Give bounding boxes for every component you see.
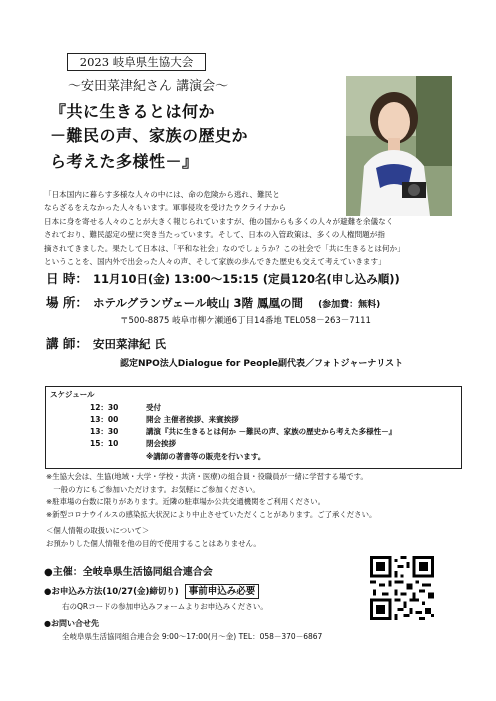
privacy-heading: ＜個人情報の取扱いについて＞ [46, 526, 150, 536]
intro-line: ならざるをえなかった人々もいます。軍事侵攻を受けたウクライナから [44, 203, 287, 213]
schedule-time: 13：30 [90, 427, 119, 436]
date-row [46, 268, 400, 287]
schedule-text: 開会 主催者挨拶、来賓挨拶 [146, 415, 239, 424]
schedule-time: 15：10 [90, 439, 119, 448]
schedule-time: 12：30 [90, 403, 119, 412]
place-value: ホテルグランヴェール岐山 3階 鳳凰の間 [92, 296, 303, 310]
intro-line: 日本に身を寄せる人々のことが大きく報じられていますが、他の国からも多くの人々が避難を余儀なく [44, 216, 394, 226]
event-subtitle: ～安田菜津紀さん 講演会～ [68, 79, 229, 94]
schedule-heading: スケジュール [50, 390, 95, 399]
schedule-box [45, 386, 462, 469]
speaker-name: 安田菜津紀 氏 [92, 337, 166, 351]
note-line: 一般の方にもご参加いただけます。お気軽にご参加ください。 [46, 484, 260, 494]
date-label: 日 時： [46, 271, 88, 286]
notes [46, 471, 466, 551]
schedule-text: 講演『共に生きるとは何か －難民の声、家族の歴史から考えた多様性－』 [146, 427, 397, 436]
qr-code[interactable] [370, 556, 434, 620]
contact-heading: ●お問い合せ先 [44, 619, 99, 628]
schedule-text: 閉会挨拶 [146, 439, 176, 448]
speaker-row [46, 333, 166, 352]
intro-line: されており、難民認定の壁に突き当たっています。そして、日本の入管政策は、多くの人権問題が指 [44, 230, 385, 240]
fee: (参加費：無料) [318, 300, 381, 310]
apply-row [44, 583, 259, 597]
place-row [46, 292, 380, 311]
intro-line: 摘されてきました。果たして日本は、「平和な社会」なのでしょうか？この社会で「共に生きるとは何か」 [44, 243, 405, 253]
event-series-box [67, 53, 206, 71]
address: 〒500-8875 岐阜市柳ケ瀬通6丁目14番地 TEL058－263－7111 [120, 316, 371, 326]
speaker-title: 認定NPO法人Dialogue for People副代表／フォトジャーナリスト [120, 359, 404, 369]
schedule-time: 13：00 [90, 415, 119, 424]
intro-line: 「日本国内に暮らす多様な人々の中には、命の危険から逃れ、難民と [44, 190, 280, 199]
note-line: ※駐車場の台数に限りがあります。近隣の駐車場か公共交通機関をご利用ください。 [46, 497, 326, 507]
schedule-note: ※講師の著書等の販売を行います。 [146, 452, 266, 461]
intro-text [44, 188, 456, 268]
apply-method: ●お申込み方法(10/27(金)締切り) [44, 587, 179, 597]
note-line: ※生協大会は、生協(地域・大学・学校・共済・医療)の組合員・役職員が一緒に学習する場です。 [46, 472, 368, 481]
organizer: ●主催：全岐阜県生活協同組合連合会 [44, 567, 213, 578]
apply-text: 右のQRコードの参加申込みフォームよりお申込みください。 [62, 602, 268, 611]
event-series: 2023 岐阜県生協大会 [79, 55, 194, 69]
note-line: ※新型コロナウイルスの感染拡大状況により中止させていただくことがあります。ご了承ください。 [46, 509, 377, 519]
speaker-label: 講 師： [46, 336, 88, 351]
schedule-text: 受付 [146, 403, 161, 412]
title-line-2: －難民の声、家族の歴史か [50, 126, 249, 145]
place-label: 場 所： [46, 295, 88, 310]
date-value: 11月10日(金) 13:00～15:15 (定員120名(申し込み順)) [92, 272, 400, 286]
title-line-3: ら考えた多様性－』 [50, 152, 199, 171]
contact-text: 全岐阜県生活協同組合連合会 9:00～17:00(月～金) TEL：058－370－6867 [62, 632, 323, 641]
apply-badge: 事前申込み必要 [185, 584, 260, 599]
privacy-text: お預かりした個人情報を他の目的で使用することはありません。 [46, 538, 261, 548]
title-line-1: 『共に生きるとは何か [50, 102, 216, 121]
intro-line: ということを、国内外で出会った人々の声、そして家族の歩んできた歴史も交えて考えていきます」 [44, 257, 386, 267]
